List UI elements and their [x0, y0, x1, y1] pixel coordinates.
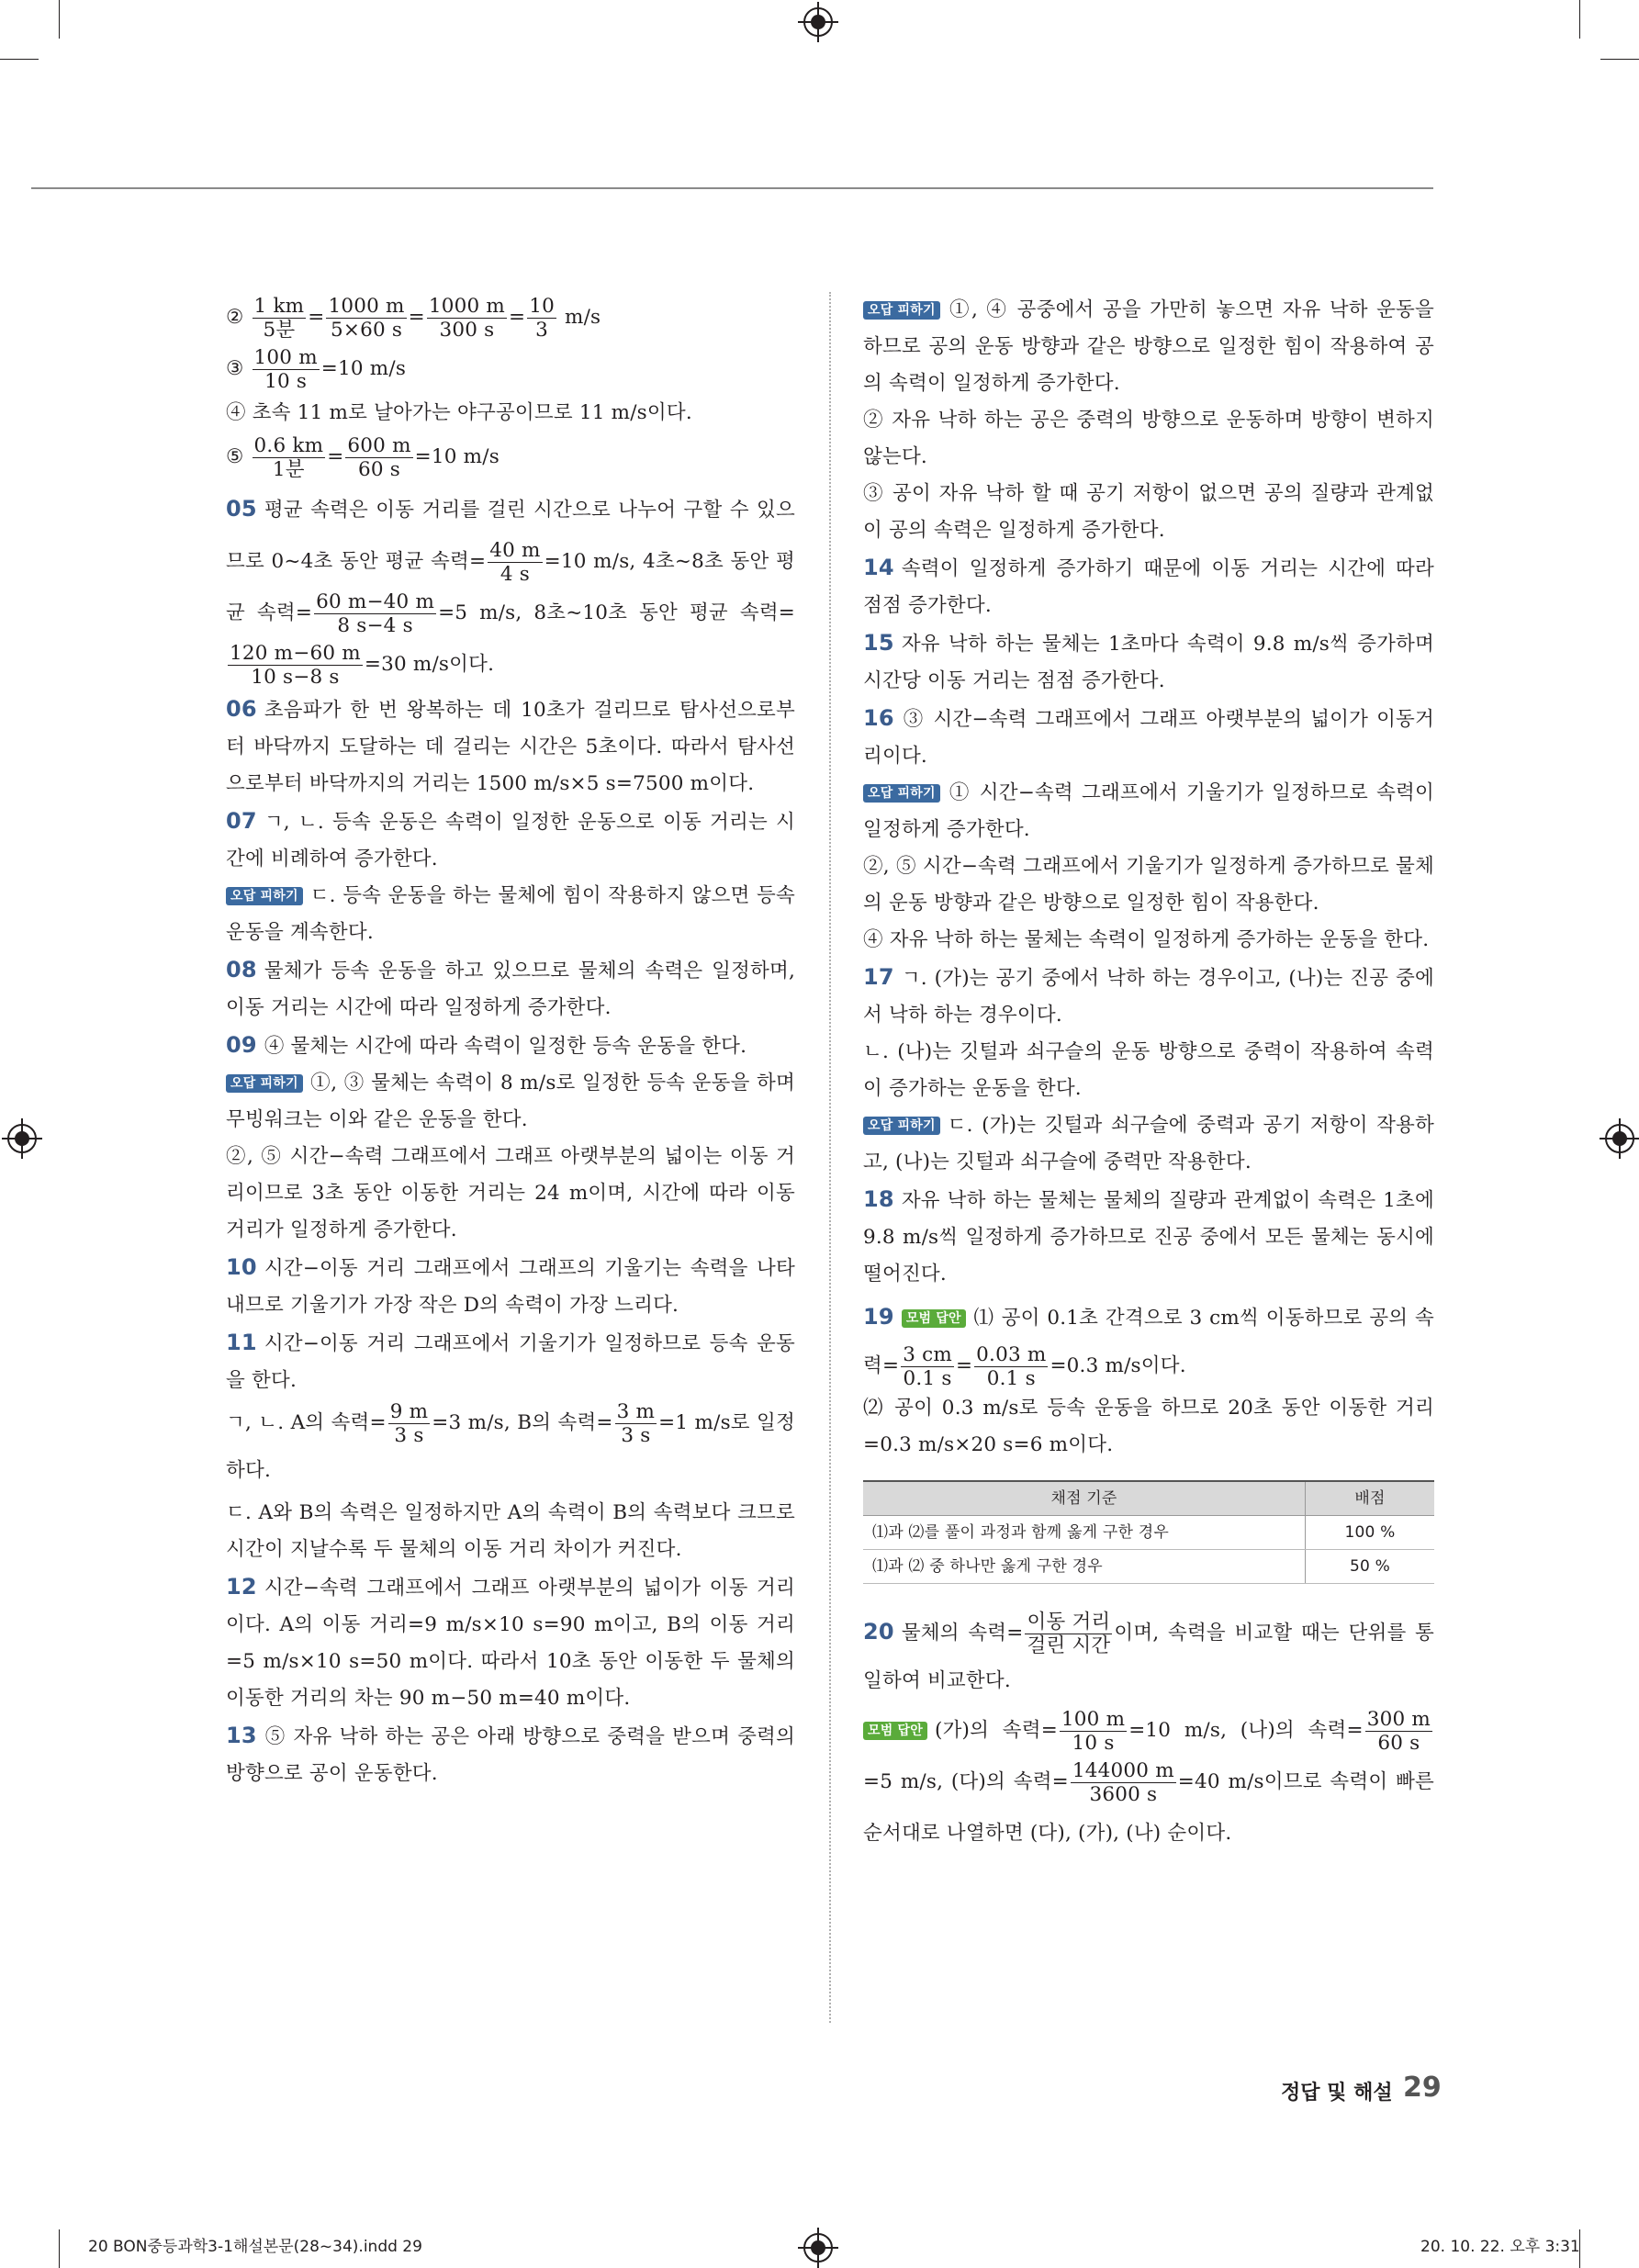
fraction [228, 642, 363, 689]
denominator: 0.1 s [986, 1366, 1036, 1390]
numerator: 100 m [253, 345, 318, 369]
answer-17 [863, 959, 1434, 1034]
numerator: 1 km [253, 294, 305, 318]
answer-13 [226, 1717, 795, 1792]
question-number: 17 [863, 964, 894, 990]
answer-17-wrong [863, 1107, 1434, 1181]
denominator: 1분 [272, 457, 305, 481]
question-number: 05 [226, 496, 257, 522]
answer-text: ㄷ. (가)는 깃털과 쇠구슬에 중력과 공기 저항이 작용하고, (나)는 깃털과 쇠구슬에 중력만 작용한다. [863, 1114, 1434, 1173]
fraction [388, 1400, 431, 1447]
numerator: 3 cm [903, 1342, 952, 1366]
numerator: 144000 m [1072, 1758, 1174, 1782]
answer-text: 자유 낙하 하는 물체는 1초마다 속력이 9.8 m/s씩 증가하며 시간당 이동 거리는 점점 증가한다. [863, 633, 1434, 692]
answer-04-item3 [226, 343, 795, 395]
numerator: 300 m [1366, 1707, 1431, 1731]
answer-text: ①, ④ 공중에서 공을 가만히 놓으면 자유 낙하 운동을 하므로 공의 운동 방향과 같은 방향으로 일정한 힘이 작용하여 공의 속력이 일정하게 증가한다. [863, 298, 1434, 395]
denominator: 60 s [358, 457, 401, 481]
answer-15 [863, 624, 1434, 700]
answer-10 [226, 1249, 795, 1324]
footer-label: 정답 및 해설 [1281, 2082, 1393, 2105]
answer-20-model [863, 1705, 1434, 1859]
answer-text: ㄱ, ㄴ. A의 속력= [226, 1411, 387, 1434]
answer-text: 시간−이동 거리 그래프에서 기울기가 일정하므로 등속 운동을 한다. [226, 1332, 795, 1392]
answer-19: 19 모범 답안 ⑴ 공이 0.1초 간격으로 3 cm씩 이동하므로 공의 속력= $\frac{3 cm}{0.1 s}$ = $\frac{0.03 m}{0.1 s}$ =0.3 m/s이다. [863, 1304, 1434, 1390]
table-cell: 50 % [1306, 1550, 1435, 1584]
question-number: 09 [226, 1032, 257, 1058]
answer-04-item2: ② $\frac{1 km}{\text{5분}}$ = $\frac{1000 m}{5\times 60 s}$ = $\frac{1000 m}{300 s}$ = $\frac{10}{3}$ m/s [226, 294, 601, 342]
answer-11-line3: ㄷ. A와 B의 속력은 일정하지만 A의 속력이 B의 속력보다 크므로 시간이 지날수록 두 물체의 이동 거리 차이가 커진다. [226, 1501, 795, 1561]
numerator: 3 m [616, 1399, 656, 1423]
right-column [863, 292, 1434, 1859]
fraction [901, 1343, 954, 1390]
answer-11-line2 [226, 1399, 795, 1495]
fraction [253, 434, 326, 481]
answer-09-wrong2: ②, ⑤ 시간−속력 그래프에서 그래프 아랫부분의 넓이는 이동 거리이므로 3초 동안 이동한 거리는 24 m이며, 시간에 따라 이동 거리가 일정하게 증가한다. [226, 1145, 795, 1241]
registration-mark-icon [803, 2233, 833, 2262]
fraction [527, 295, 556, 342]
answer-text: 초음파가 한 번 왕복하는 데 10초가 걸리므로 탐사선으로부터 바닥까지 도달하는 데 걸리는 시간은 5초이다. 따라서 탐사선으로부터 바닥까지의 거리는 1500 m/s×5 s=7500 m이다. [226, 699, 795, 795]
answer-09 [226, 1027, 795, 1065]
answer-04-item4: ④ 초속 11 m로 날아가는 야구공이므로 11 m/s이다. [226, 401, 692, 424]
question-number: 18 [863, 1186, 894, 1212]
answer-text: ㄱ. (가)는 공기 중에서 낙하 하는 경우이고, (나)는 진공 중에서 낙하 하는 경우이다. [863, 967, 1434, 1027]
answer-text: =0.3 m/s이다. [1050, 1354, 1186, 1377]
answer-06 [226, 691, 795, 803]
answer-13-wrong3: ③ 공이 자유 낙하 할 때 공기 저항이 없으면 공의 질량과 관계없이 공의 속력은 일정하게 증가한다. [863, 482, 1434, 542]
answer-text: ㄱ, ㄴ. 등속 운동은 속력이 일정한 운동으로 이동 거리는 시간에 비례하여 증가한다. [226, 811, 795, 870]
answer-text: = [1346, 1719, 1364, 1742]
answer-16-wrong1 [863, 775, 1434, 848]
answer-text: =5 m/s, (다)의 속력= [863, 1770, 1069, 1793]
answer-14 [863, 549, 1434, 624]
denominator: 0.1 s [903, 1366, 952, 1390]
answer-05 [226, 483, 795, 691]
denominator: 8 s−4 s [337, 613, 413, 637]
scoring-table [863, 1480, 1434, 1584]
registration-mark-icon [7, 1124, 37, 1153]
registration-mark-icon [803, 7, 833, 37]
denominator: 300 s [439, 318, 495, 342]
answer-16 [863, 700, 1434, 775]
table-row [863, 1516, 1434, 1550]
answer-07 [226, 803, 795, 878]
denominator: 3600 s [1089, 1782, 1158, 1806]
header-rule [31, 187, 1433, 189]
page-number: 29 [1403, 2072, 1442, 2104]
fraction [1071, 1759, 1176, 1806]
answer-09-wrong1 [226, 1065, 795, 1139]
table-row [863, 1550, 1434, 1584]
answer-16-wrong2: ②, ⑤ 시간−속력 그래프에서 기울기가 일정하게 증가하므로 물체의 운동 방향과 같은 방향으로 일정한 힘이 작용한다. [863, 855, 1434, 915]
answer-text: =30 m/s이다. [364, 653, 495, 676]
answer-text: =3 m/s, B의 속력= [432, 1411, 613, 1434]
question-number: 11 [226, 1330, 257, 1355]
answer-text: 평균 속력은 이동 거리를 걸린 시간으로 나누어 구할 수 있으므로 0~4초 동안 평균 속력= [226, 499, 795, 573]
item-mark: ② [226, 306, 244, 329]
denominator: 10 s [1072, 1731, 1115, 1755]
numerator: 1000 m [328, 294, 405, 318]
denominator: 3 s [394, 1423, 424, 1447]
crop-mark [1600, 59, 1639, 60]
numerator: 600 m [347, 433, 411, 457]
answer-text: 시간−속력 그래프에서 그래프 아랫부분의 넓이가 이동 거리이다. A의 이동 거리=9 m/s×10 s=90 m이고, B의 이동 거리=5 m/s×10 s=50 m이다. 따라서 10초 동안 이동한 두 물체의 이동한 거리의 차는 90 m−50 m=40 m이다. [226, 1577, 795, 1710]
numerator: 100 m [1061, 1707, 1126, 1731]
answer-07-wrong [226, 878, 795, 951]
numerator: 이동 거리 [1027, 1610, 1111, 1634]
denominator: 60 s [1377, 1731, 1420, 1755]
denominator: 5분 [263, 318, 296, 342]
answer-08 [226, 951, 795, 1027]
fraction [314, 590, 436, 637]
denominator: 10 s−8 s [251, 665, 340, 689]
unit: m/s [565, 306, 601, 329]
answer-19-line2: ⑵ 공이 0.3 m/s로 등속 운동을 하므로 20초 동안 이동한 거리=0.3 m/s×20 s=6 m이다. [863, 1397, 1434, 1456]
numerator: 9 m [389, 1399, 429, 1423]
numerator: 0.03 m [976, 1342, 1047, 1366]
answer-text: 물체가 등속 운동을 하고 있으므로 물체의 속력은 일정하며, 이동 거리는 시간에 따라 일정하게 증가한다. [226, 960, 795, 1019]
numerator: 40 m [489, 538, 541, 562]
question-number: 06 [226, 696, 257, 722]
denominator: 3 s [621, 1423, 651, 1447]
question-number: 08 [226, 957, 257, 982]
denominator: 3 [535, 318, 549, 342]
fraction [488, 539, 542, 586]
answer-text: ㄷ. 등속 운동을 하는 물체에 힘이 작용하지 않으면 등속 운동을 계속한다. [226, 884, 795, 944]
question-number: 19 [863, 1304, 894, 1330]
model-answer-tag: 모범 답안 [902, 1309, 966, 1328]
answer-text: 물체의 속력= [901, 1622, 1024, 1645]
answer-04-item5: ⑤ $\frac{0.6 km}{\text{1분}}$ = $\frac{600 m}{60 s}$ =10 m/s [226, 433, 500, 481]
denominator: 4 s [500, 562, 530, 586]
answer-text: ⑴ 공이 0.1초 간격으로 3 cm씩 이동하므로 공의 속력= [863, 1307, 1434, 1377]
answer-text: 자유 낙하 하는 물체는 물체의 질량과 관계없이 속력은 1초에 9.8 m/s씩 일정하게 증가하므로 진공 중에서 모든 물체는 동시에 떨어진다. [863, 1189, 1434, 1286]
question-number: 15 [863, 630, 894, 656]
fraction [974, 1343, 1048, 1390]
answer-text: ③ 시간−속력 그래프에서 그래프 아랫부분의 넓이가 이동거리이다. [863, 708, 1434, 768]
fraction [253, 295, 307, 342]
answer-13-wrong2: ② 자유 낙하 하는 공은 중력의 방향으로 운동하며 방향이 변하지 않는다. [863, 409, 1434, 468]
wrong-answer-tag: 오답 피하기 [863, 784, 940, 803]
question-number: 10 [226, 1254, 257, 1280]
question-number: 07 [226, 808, 257, 834]
answer-text: ①, ③ 물체는 속력이 8 m/s로 일정한 등속 운동을 하며 무빙워크는 이와 같은 운동을 한다. [226, 1072, 795, 1131]
result: =10 m/s [414, 445, 500, 468]
print-slug-date: 20. 10. 22. 오후 3:31 [1420, 2238, 1580, 2256]
answer-text: 속력이 일정하게 증가하기 때문에 이동 거리는 시간에 따라 점점 증가한다. [863, 557, 1434, 617]
crop-mark [59, 0, 60, 39]
table-cell: ⑴과 ⑵를 풀이 과정과 함께 옳게 구한 경우 [863, 1516, 1306, 1550]
answer-12 [226, 1568, 795, 1717]
fraction [1025, 1611, 1112, 1657]
numerator: 10 [529, 294, 555, 318]
fraction [326, 295, 406, 342]
answer-16-wrong3: ④ 자유 낙하 하는 물체는 속력이 일정하게 증가하는 운동을 한다. [863, 928, 1430, 951]
left-column [226, 292, 795, 1792]
fraction [253, 346, 320, 393]
registration-mark-icon [1605, 1124, 1634, 1153]
answer-13-wrong1 [863, 292, 1434, 402]
answer-text: =10 m/s, 4초~8초 동안 평균 속력= [226, 550, 795, 624]
answer-text: =1 m/s로 일정하다. [226, 1411, 795, 1482]
item-mark: ⑤ [226, 445, 244, 468]
column-divider [829, 292, 831, 2023]
answer-text: 시간−이동 거리 그래프에서 그래프의 기울기는 속력을 나타내므로 기울기가 가장 작은 D의 속력이 가장 느리다. [226, 1257, 795, 1317]
table-cell: 100 % [1306, 1516, 1435, 1550]
answer-text: =10 m/s, (나)의 속력 [1128, 1719, 1347, 1742]
answer-11 [226, 1324, 795, 1399]
item-mark: ③ [226, 357, 244, 380]
result: =10 m/s [320, 357, 407, 380]
table-cell: ⑴과 ⑵ 중 하나만 옳게 구한 경우 [863, 1550, 1306, 1584]
fraction [1365, 1708, 1432, 1755]
denominator: 5×60 s [330, 318, 403, 342]
crop-mark [0, 59, 39, 60]
question-number: 12 [226, 1574, 257, 1600]
answer-text: =40 m/s이므로 속력이 빠른 순서대로 나열하면 (다), (가), (나) 순이다. [863, 1770, 1435, 1845]
answer-text: ④ 물체는 시간에 따라 속력이 일정한 등속 운동을 한다. [264, 1035, 747, 1058]
fraction [427, 295, 507, 342]
answer-text: 이며, 속력을 비교할 때는 단위를 통일하여 비교한다. [863, 1622, 1434, 1692]
answer-text: =5 m/s, 8초~10초 동안 평균 속력= [438, 601, 796, 624]
numerator: 0.6 km [253, 433, 324, 457]
fraction [615, 1400, 657, 1447]
answer-17-line2: ㄴ. (나)는 깃털과 쇠구슬의 운동 방향으로 중력이 작용하여 속력이 증가하는 운동을 한다. [863, 1040, 1434, 1100]
numerator: 60 m−40 m [316, 589, 435, 613]
question-number: 16 [863, 705, 894, 731]
fraction [1060, 1708, 1127, 1755]
wrong-answer-tag: 오답 피하기 [863, 301, 940, 320]
answer-20 [863, 1608, 1434, 1705]
numerator: 120 m−60 m [230, 641, 361, 665]
table-header: 배점 [1306, 1481, 1435, 1516]
numerator: 1000 m [428, 294, 505, 318]
answer-18 [863, 1181, 1434, 1293]
question-number: 13 [226, 1723, 257, 1748]
denominator: 걸린 시간 [1027, 1634, 1111, 1657]
crop-mark [59, 2229, 60, 2268]
answer-text: (가)의 속력= [934, 1719, 1058, 1742]
denominator: 10 s [264, 369, 308, 393]
wrong-answer-tag: 오답 피하기 [226, 887, 303, 905]
question-number: 14 [863, 555, 894, 580]
question-number: 20 [863, 1619, 894, 1645]
answer-text: ⑤ 자유 낙하 하는 공은 아래 방향으로 중력을 받으며 중력의 방향으로 공이 운동한다. [226, 1725, 795, 1785]
wrong-answer-tag: 오답 피하기 [226, 1074, 303, 1093]
crop-mark [1579, 0, 1580, 39]
wrong-answer-tag: 오답 피하기 [863, 1117, 940, 1135]
answer-text: ① 시간−속력 그래프에서 기울기가 일정하므로 속력이 일정하게 증가한다. [863, 781, 1434, 841]
fraction [345, 434, 412, 481]
print-slug-file: 20 BON중등과학3-1해설본문(28~34).indd 29 [88, 2238, 422, 2256]
table-header-row [863, 1481, 1434, 1516]
table-header: 채점 기준 [863, 1481, 1306, 1516]
model-answer-tag: 모범 답안 [863, 1722, 927, 1740]
